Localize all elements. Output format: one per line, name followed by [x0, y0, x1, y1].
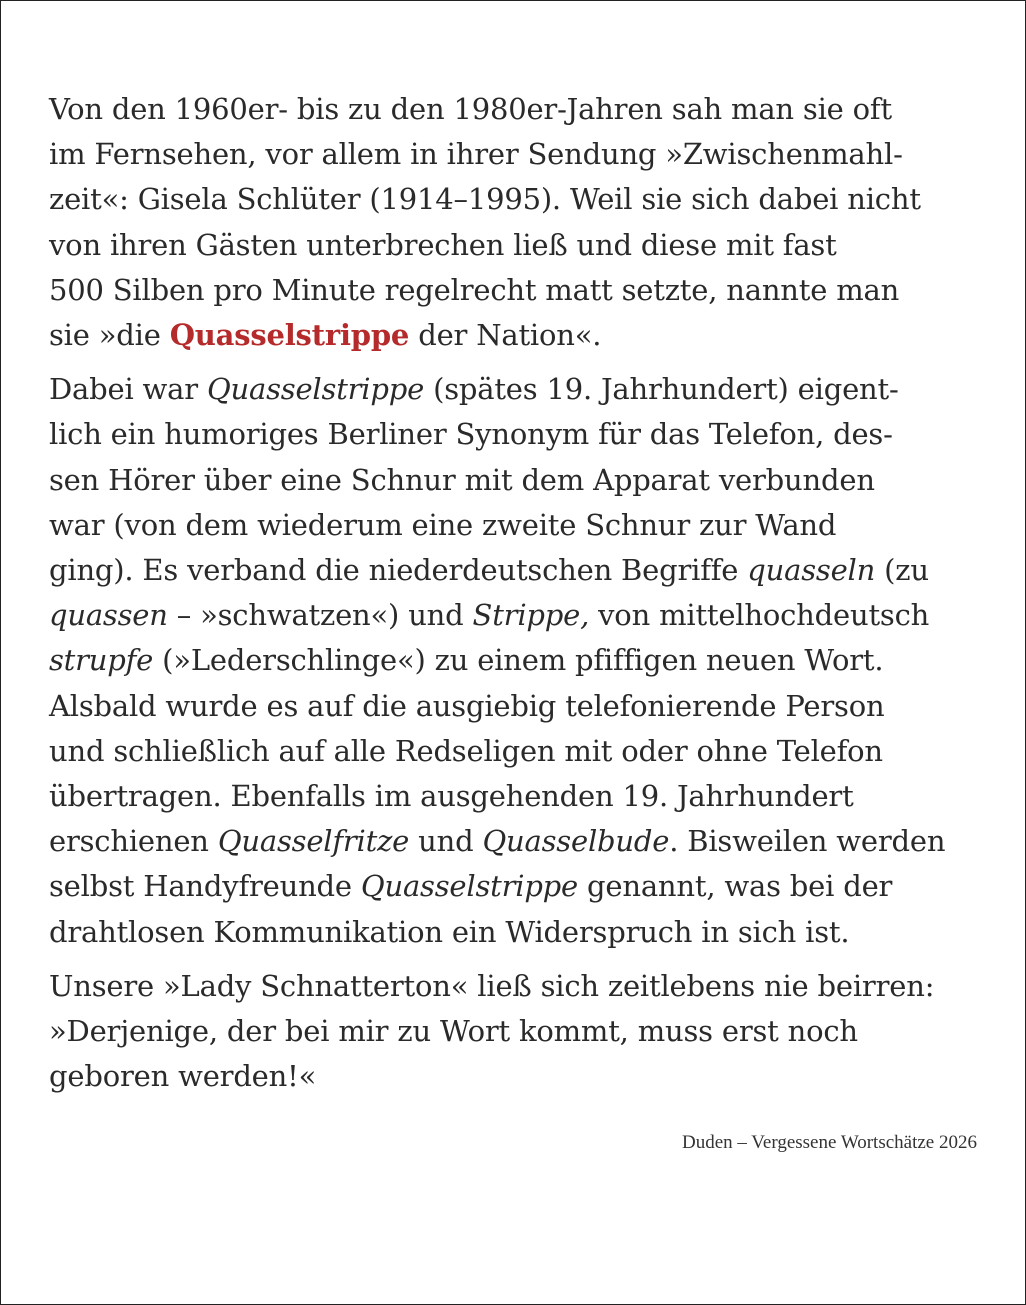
text-run: Unsere »Lady Schnatterton« ließ sich zeitlebens nie beirren: [49, 968, 935, 1003]
text-run: sie »die [49, 318, 170, 353]
text-run: Alsbald wurde es auf die ausgiebig telefonierende Person [49, 688, 885, 723]
text-line [49, 223, 989, 268]
italic-term: Quasselstrippe [360, 869, 579, 904]
text-run: (zu [875, 553, 929, 588]
text-run: von mittelhochdeutsch [589, 598, 930, 633]
text-line [49, 503, 989, 548]
text-line [49, 638, 989, 683]
paragraph-2 [49, 367, 989, 955]
text-run: erschienen [49, 824, 218, 859]
italic-term: Strippe, [472, 598, 590, 633]
text-line [49, 87, 989, 132]
text-run: ging). Es verband die niederdeutschen Begriffe [49, 553, 748, 588]
text-line [49, 910, 989, 955]
text-line [49, 268, 989, 313]
highlighted-term: Quasselstrippe [169, 318, 410, 353]
text-line [49, 964, 989, 1009]
text-run: von ihren Gästen unterbrechen ließ und diese mit fast [49, 227, 837, 262]
text-line [49, 729, 989, 774]
text-run: zeit«: Gisela Schlüter (1914–1995). Weil sie sich dabei nicht [49, 182, 921, 217]
text-run: sen Hörer über eine Schnur mit dem Apparat verbunden [49, 462, 875, 497]
text-line [49, 132, 989, 177]
text-line [49, 548, 989, 593]
text-line [49, 864, 989, 909]
text-run: Von den 1960er- bis zu den 1980er-Jahren sah man sie oft [49, 92, 892, 126]
text-run: Dabei war [49, 372, 207, 407]
text-run: war (von dem wiederum eine zweite Schnur zur Wand [49, 507, 837, 542]
text-run: und [409, 824, 483, 859]
text-run: . Bisweilen werden [669, 824, 946, 859]
article-body [49, 87, 989, 1108]
text-line [49, 177, 989, 222]
paragraph-3 [49, 964, 989, 1100]
italic-term: strupfe [49, 643, 154, 678]
text-run: übertragen. Ebenfalls im ausgehenden 19. Jahrhundert [49, 779, 854, 814]
text-line [49, 593, 989, 638]
text-run: genannt, was bei der [578, 869, 893, 904]
text-line [49, 819, 989, 864]
text-run: »Derjenige, der bei mir zu Wort kommt, muss erst noch [49, 1014, 858, 1049]
text-line [49, 1054, 989, 1099]
footer-credit: Duden – Vergessene Wortschätze 2026 [681, 1132, 977, 1153]
text-run: und schließlich auf alle Redseligen mit oder ohne Telefon [49, 733, 883, 768]
text-run: geboren werden!« [49, 1059, 317, 1094]
text-run: (»Lederschlinge«) zu einem pfiffigen neuen Wort. [153, 643, 884, 678]
text-run: selbst Handyfreunde [49, 869, 361, 904]
text-run: 500 Silben pro Minute regelrecht matt setzte, nannte man [49, 272, 900, 307]
italic-term: quassen [49, 598, 168, 633]
text-line [49, 412, 989, 457]
italic-term: Quasselstrippe [206, 372, 425, 407]
text-run: – »schwatzen«) und [167, 598, 473, 633]
text-line [49, 684, 989, 729]
italic-term: Quasselbude [482, 824, 670, 859]
italic-term: quasseln [747, 553, 876, 588]
italic-term: Quasselfritze [217, 824, 410, 859]
text-line [49, 774, 989, 819]
text-line [49, 367, 989, 412]
text-run: lich ein humoriges Berliner Synonym für das Telefon, des- [49, 417, 893, 452]
text-run: im Fernsehen, vor allem in ihrer Sendung »Zwischenmahl- [49, 137, 903, 172]
text-run: (spätes 19. Jahrhundert) eigent- [424, 372, 899, 407]
text-line [49, 458, 989, 503]
text-run: drahtlosen Kommunikation ein Widerspruch in sich ist. [49, 914, 850, 949]
paragraph-1 [49, 87, 989, 358]
text-run: der Nation«. [409, 318, 602, 353]
text-line [49, 1009, 989, 1054]
text-line [49, 313, 989, 358]
